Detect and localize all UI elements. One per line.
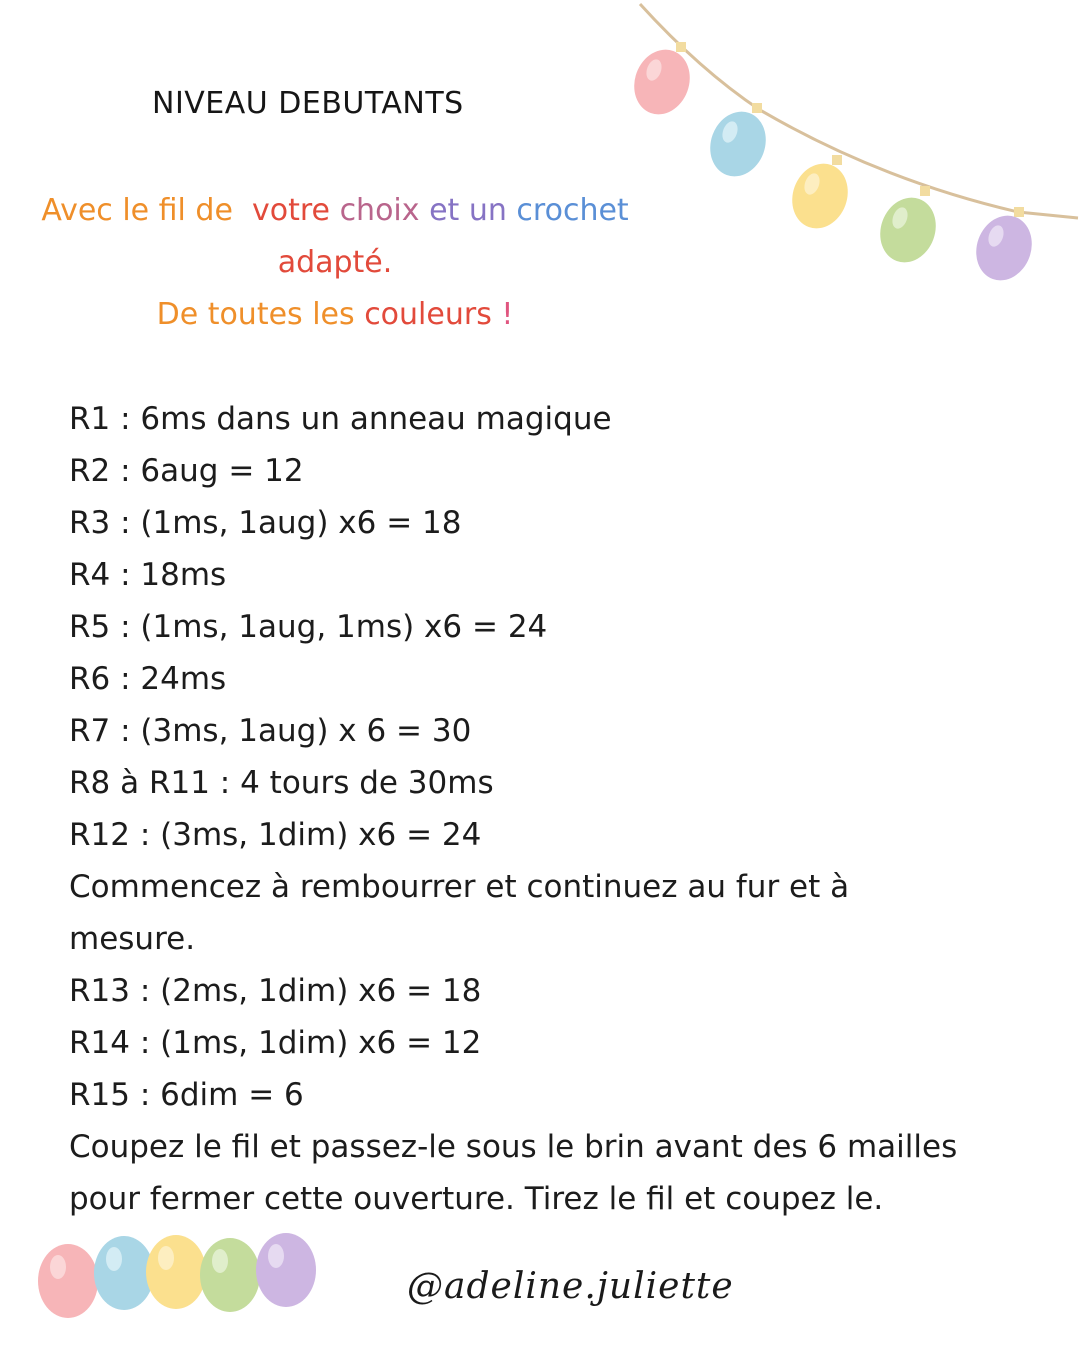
- pattern-row: R14 : (1ms, 1dim) x6 = 12: [69, 1025, 482, 1061]
- pattern-row: R3 : (1ms, 1aug) x6 = 18: [69, 505, 462, 541]
- pink-egg-icon: [38, 1244, 98, 1318]
- intro-word: et: [429, 193, 460, 228]
- intro-word: couleurs: [364, 297, 492, 332]
- blue-egg-icon: [94, 1236, 154, 1310]
- yellow-egg-icon: [146, 1235, 206, 1309]
- intro-word: un: [468, 193, 507, 228]
- pattern-row: R8 à R11 : 4 tours de 30ms: [69, 765, 494, 801]
- eggs-row-icon: [30, 1225, 330, 1325]
- pattern-row: R15 : 6dim = 6: [69, 1077, 304, 1113]
- pattern-row: mesure.: [69, 921, 196, 957]
- intro-line-1: [20, 185, 650, 237]
- pattern-row: Coupez le fil et passez-le sous le brin avant des 6 mailles: [69, 1129, 958, 1165]
- intro-line-2: adapté.: [277, 245, 393, 280]
- pattern-instructions: [69, 393, 1029, 1225]
- intro-line-3: [20, 289, 650, 341]
- pattern-row: R13 : (2ms, 1dim) x6 = 18: [69, 973, 482, 1009]
- green-egg-icon: [871, 186, 944, 270]
- signature: @adeline.juliette: [407, 1266, 734, 1307]
- intro-word: De toutes les: [156, 297, 355, 332]
- intro-word: votre: [252, 193, 331, 228]
- level-title: NIVEAU DEBUTANTS: [152, 86, 464, 121]
- pattern-row: R6 : 24ms: [69, 661, 227, 697]
- pattern-row: R1 : 6ms dans un anneau magique: [69, 401, 612, 437]
- pattern-row: Commencez à rembourrer et continuez au fur et à: [69, 869, 850, 905]
- green-egg-icon: [200, 1238, 260, 1312]
- egg-garland-icon: [620, 0, 1080, 300]
- pattern-row: R5 : (1ms, 1aug, 1ms) x6 = 24: [69, 609, 548, 645]
- pattern-row: R12 : (3ms, 1dim) x6 = 24: [69, 817, 482, 853]
- intro-word: Avec le fil de: [41, 193, 233, 228]
- intro-word: !: [501, 297, 514, 332]
- intro-word: crochet: [516, 193, 629, 228]
- intro-text: [20, 185, 650, 341]
- intro-word: choix: [339, 193, 420, 228]
- pattern-row: R7 : (3ms, 1aug) x 6 = 30: [69, 713, 472, 749]
- pattern-row: R4 : 18ms: [69, 557, 227, 593]
- purple-egg-icon: [256, 1233, 316, 1307]
- yellow-egg-icon: [783, 155, 856, 236]
- pattern-row: pour fermer cette ouverture. Tirez le fil et coupez le.: [69, 1181, 884, 1217]
- purple-egg-icon: [967, 207, 1040, 288]
- pattern-row: R2 : 6aug = 12: [69, 453, 304, 489]
- blue-egg-icon: [701, 103, 774, 184]
